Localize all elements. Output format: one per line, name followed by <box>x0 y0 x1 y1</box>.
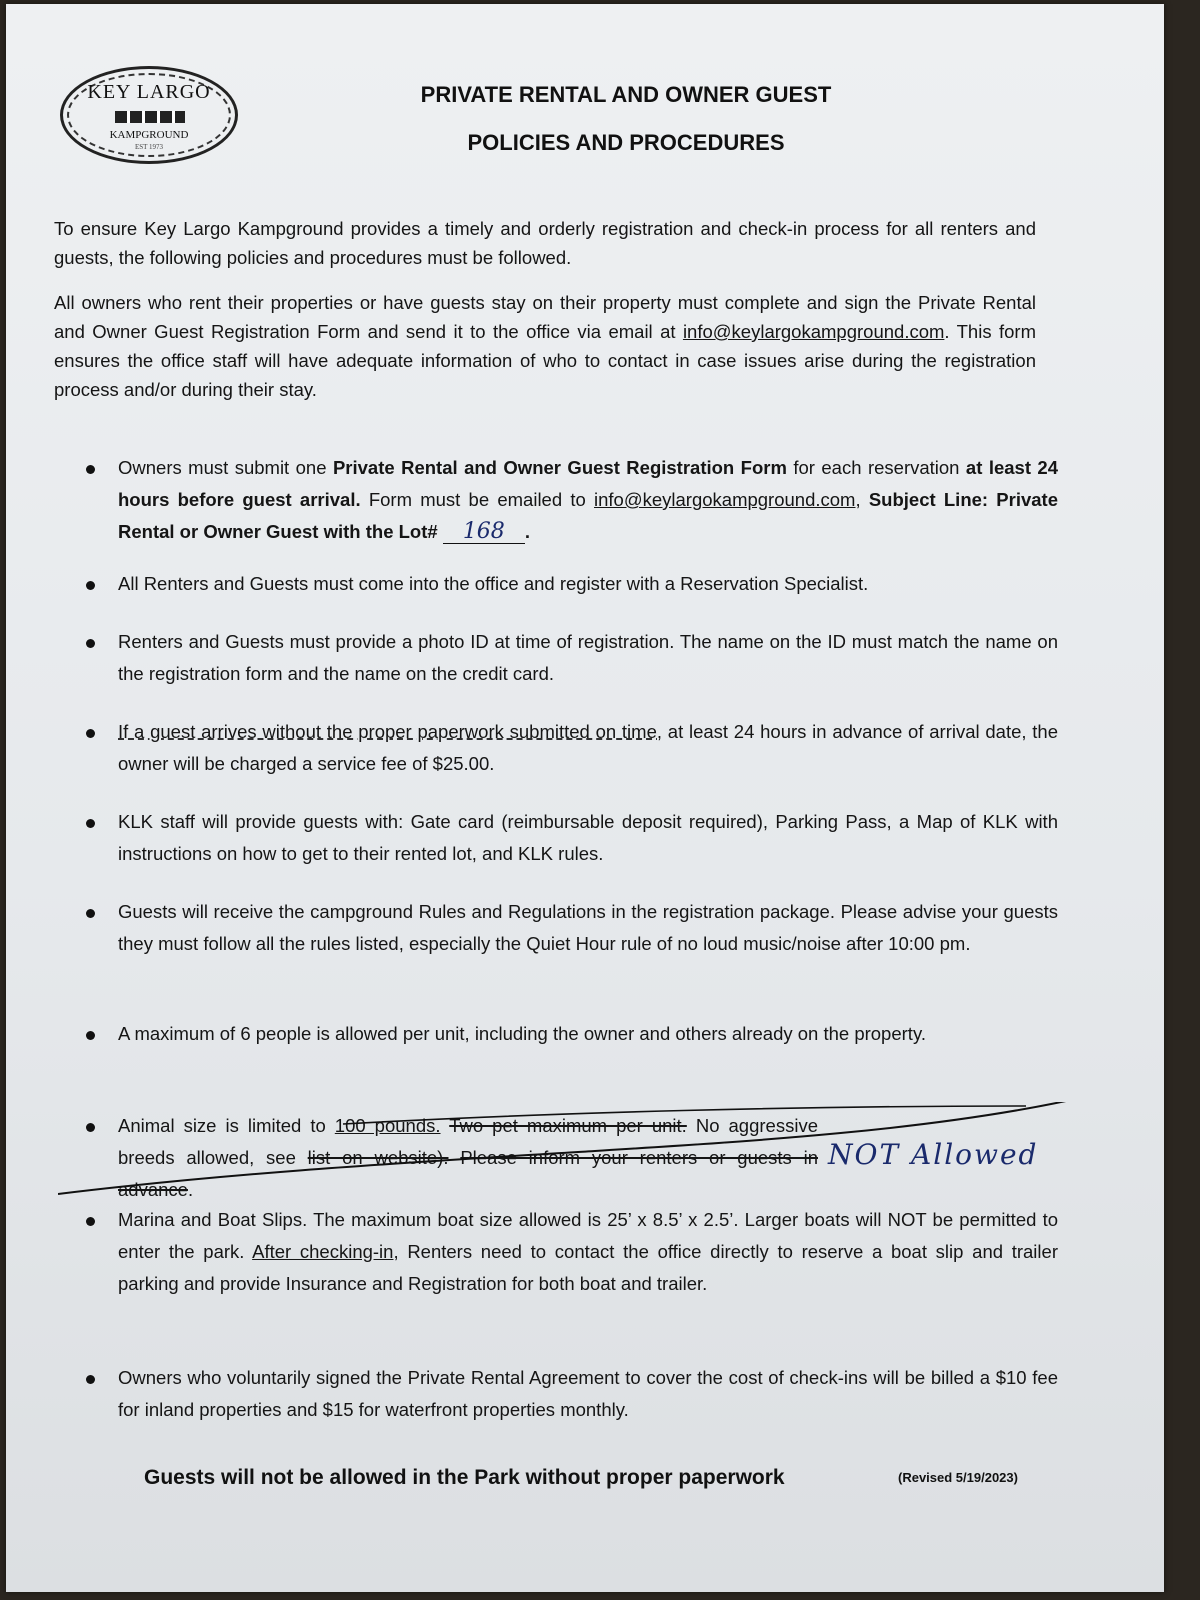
intro-paragraph-1: To ensure Key Largo Kampground provides a timely and orderly registration and check-in process for all renters and guests, the following policies and procedures must be followed. <box>54 218 1036 268</box>
lot-number-handwritten: 168 <box>443 521 525 544</box>
bullet-icon <box>86 581 95 590</box>
list-item <box>68 896 1058 960</box>
bullet-text: Owners must submit one Private Rental and Owner Guest Registration Form for each reservation at least 24 hours before guest arrival. Form must be emailed to info@keylargokampground.com, Subject Line: Private Rental or Owner Guest with the Lot# 168 . <box>118 457 1059 544</box>
key-largo-kampground-logo <box>60 66 238 164</box>
bullet-icon <box>86 1031 95 1040</box>
bullet-text: Renters and Guests must provide a photo ID at time of registration. The name on the ID must match the name on the registration form and the name on the credit card. <box>118 631 1058 684</box>
list-item <box>68 806 1058 870</box>
logo-name: KEY LARGO <box>87 81 211 103</box>
page-title-line2: POLICIES AND PROCEDURES <box>467 130 785 155</box>
list-item <box>68 452 1058 548</box>
bullet-icon <box>86 1375 95 1384</box>
logo-subname: KAMPGROUND <box>109 129 189 141</box>
list-item <box>68 1018 1058 1050</box>
bullet-text: Marina and Boat Slips. The maximum boat size allowed is 25’ x 8.5’ x 2.5’. Larger boats will NOT be permitted to enter the park. After checking-in, Renters need to contact the office directly to reserve a boat slip and trailer parking and provide Insurance and Registration for both boat and trailer. <box>118 1209 1058 1294</box>
page-title-line1: PRIVATE RENTAL AND OWNER GUEST <box>420 82 832 107</box>
list-item <box>68 1362 1058 1426</box>
logo-emblem-icon <box>115 111 185 123</box>
bullet-text: If a guest arrives without the proper paperwork submitted on time, at least 24 hours in advance of arrival date, the owner will be charged a service fee of $25.00. <box>118 721 1058 774</box>
footer-notice: Guests will not be allowed in the Park without proper paperwork <box>144 1466 785 1489</box>
list-item <box>68 716 1058 780</box>
bullet-icon <box>86 465 95 474</box>
bullet-icon <box>86 729 95 738</box>
submission-email-link[interactable]: info@keylargokampground.com <box>594 489 856 510</box>
logo-small-text: EST 1973 <box>134 143 164 151</box>
bullet-text: KLK staff will provide guests with: Gate card (reimbursable deposit required), Parking Pass, a Map of KLK with instructions on how to get to their rented lot, and KLK rules. <box>118 811 1058 864</box>
bullet-text: All Renters and Guests must come into the office and register with a Reservation Specialist. <box>118 573 869 594</box>
list-item <box>68 626 1058 690</box>
office-email-link[interactable]: info@keylargokampground.com <box>682 321 945 342</box>
bullet-icon <box>86 1217 95 1226</box>
list-item <box>68 1204 1058 1300</box>
bullet-text: A maximum of 6 people is allowed per unit, including the owner and others already on the property. <box>118 1023 926 1044</box>
list-item <box>68 568 1058 600</box>
document-page <box>6 4 1164 1592</box>
intro-text-before: All owners who rent their properties or have guests stay on their property must complete and sign the Private Rental and Owner Guest Registration Form and send it to the office via email at <box>54 292 1036 342</box>
bullet-text: Guests will receive the campground Rules and Regulations in the registration package. Please advise your guests they must follow all the rules listed, especially the Quiet Hour rule of no loud music/noise after 10:00 pm. <box>118 901 1058 954</box>
bullet-icon <box>86 819 95 828</box>
handwritten-not-allowed-note: NOT Allowed <box>828 1138 1039 1171</box>
revision-date: (Revised 5/19/2023) <box>898 1470 1018 1485</box>
intro-text-after: . This form ensures the office staff will have adequate information of who to contact in case issues arise during the registration process and/or during their stay. <box>54 321 1036 400</box>
bullet-text: Animal size is limited to 100 pounds. Two pet maximum per unit. No aggressive breeds allowed, see list on website). Please inform your renters or guests in advance. <box>118 1115 818 1200</box>
bullet-icon <box>86 639 95 648</box>
intro-paragraph-2 <box>54 288 1036 404</box>
bullet-icon <box>86 909 95 918</box>
bullet-text: Owners who voluntarily signed the Private Rental Agreement to cover the cost of check-ins will be billed a $10 fee for inland properties and $15 for waterfront properties monthly. <box>118 1367 1058 1420</box>
